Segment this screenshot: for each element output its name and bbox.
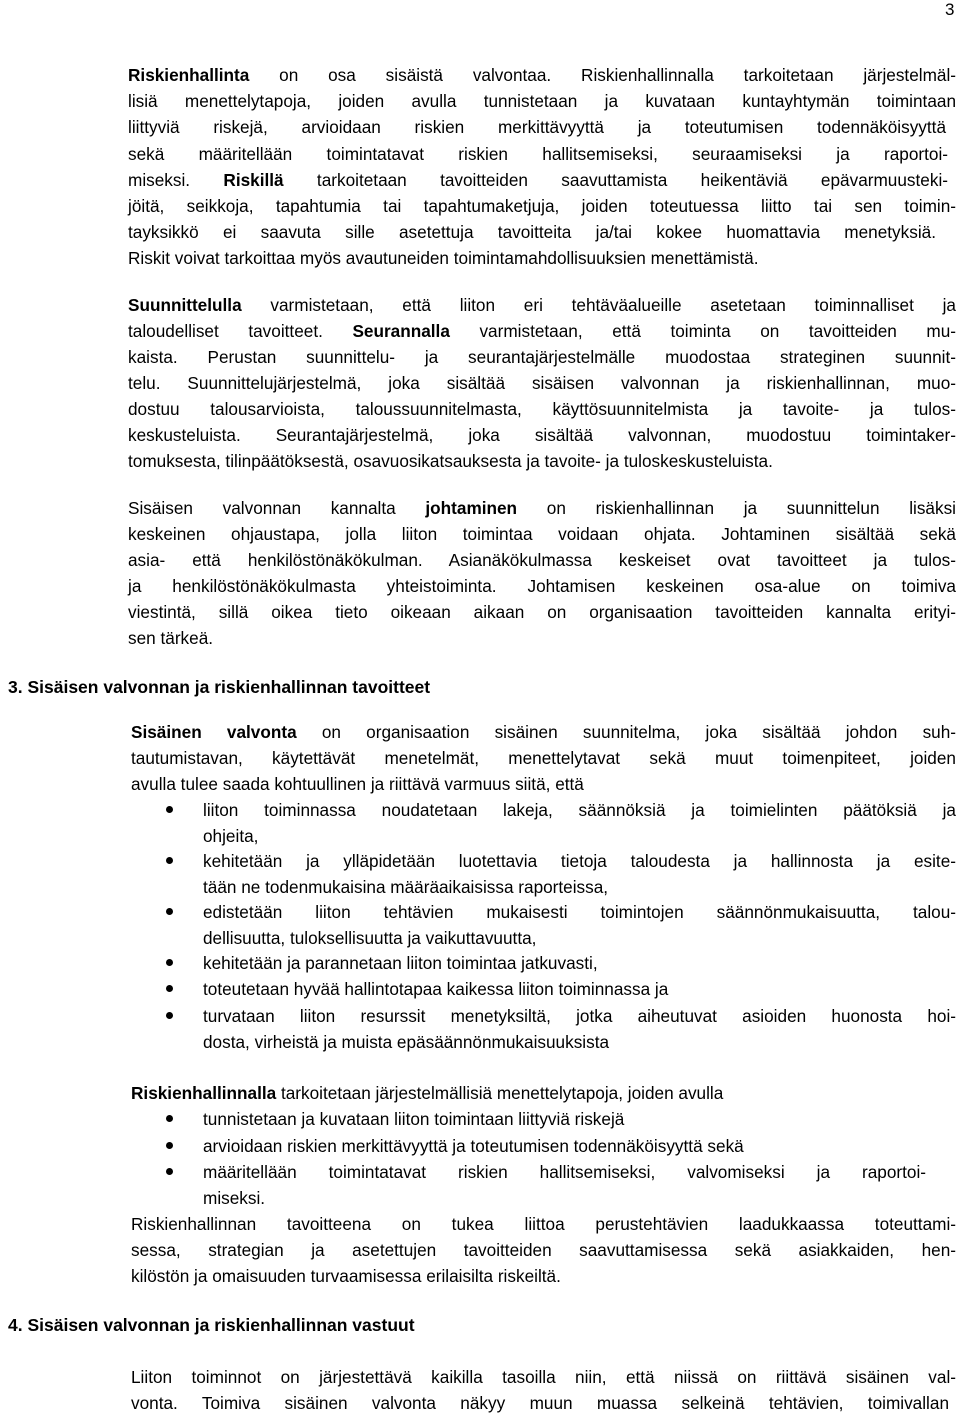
text-line: ja henkilöstönäkökulmasta yhteistoiminta. Johtamisen keskeinen osa-alue on toimiva <box>128 576 956 596</box>
list-item: turvataan liiton resurssit menetyksiltä, jotka aiheutuvat asioiden huonosta hoi- <box>203 1006 956 1026</box>
bullet-icon <box>166 1115 173 1122</box>
section-heading-4: 4. Sisäisen valvonnan ja riskienhallinnan vastuut <box>8 1315 415 1335</box>
list-item-continuation: miseksi. <box>203 1188 266 1208</box>
text-line: avulla tulee saada kohtuullinen ja riittävä varmuus siitä, että <box>131 774 584 794</box>
bullet-icon <box>166 1168 173 1175</box>
bold-term: Sisäinen valvonta <box>131 722 297 742</box>
text-line: viestintä, sillä oikea tieto oikeaan aikaan on organisaation tavoitteiden kannalta erityi- <box>128 602 956 622</box>
text-line: sessa, strategian ja asetettujen tavoitteiden saavuttamisessa sekä asiakkaiden, hen- <box>131 1240 956 1260</box>
bullet-icon <box>166 857 173 864</box>
list-item: määritellään toimintatavat riskien hallitsemiseksi, valvomiseksi ja raportoi- <box>203 1162 926 1182</box>
bold-term: Seurannalla <box>352 321 450 341</box>
text-line: vonta. Toimiva sisäinen valvonta näkyy muun muassa selkeinä tehtävien, toimivallan <box>131 1393 949 1413</box>
bullet-icon <box>166 985 173 992</box>
bullet-icon <box>166 959 173 966</box>
text-line: tayksikkö ei saavuta sille asetettuja tavoitteita ja/tai kokee huomattavia menetyksiä. <box>128 222 936 242</box>
bullet-icon <box>166 908 173 915</box>
list-item-continuation: tään ne todenmukaisina määräaikaisissa raporteissa, <box>203 877 609 897</box>
text-line: keskeinen ohjaustapa, jolla liiton toimintaa voidaan ohjata. Johtaminen sisältää sekä <box>128 524 956 544</box>
text-line: tautumistavan, käytettävät menetelmät, menettelytavat sekä muut toimenpiteet, joiden <box>131 748 956 768</box>
bullet-icon <box>166 1142 173 1149</box>
text-line: telu. Suunnittelujärjestelmä, joka sisältää sisäisen valvonnan ja riskienhallinnan, muo- <box>128 373 956 393</box>
list-item: liiton toiminnassa noudatetaan lakeja, säännöksiä ja toimielinten päätöksiä ja <box>203 800 956 820</box>
text-line: lisiä menettelytapoja, joiden avulla tunnistetaan ja kuvataan kuntayhtymän toimintaan <box>128 91 956 111</box>
text-line: kilöstön ja omaisuuden turvaamisessa erilaisilta riskeiltä. <box>131 1266 561 1286</box>
bold-term: johtaminen <box>425 498 518 518</box>
text-line: sen tärkeä. <box>128 628 214 648</box>
text-line: Riskienhallinnan tavoitteena on tukea liittoa perustehtävien laadukkaassa toteuttami- <box>131 1214 956 1234</box>
bold-term: Riskienhallinnalla <box>131 1083 277 1103</box>
text-line: kaista. Perustan suunnittelu- ja seurantajärjestelmälle muodostaa strateginen suunnit- <box>128 347 956 367</box>
text-line: jöitä, seikkoja, tapahtumia tai tapahtumaketjuja, joiden toteutuessa liitto tai sen toimin- <box>128 196 956 216</box>
text-line: sekä määritellään toimintatavat riskien hallitsemiseksi, seuraamiseksi ja raportoi- <box>128 144 948 164</box>
text-line: liittyviä riskejä, arvioidaan riskien merkittävyyttä ja toteutumisen todennäköisyyttä <box>128 117 946 137</box>
paragraph-risk-management-intro: Riskienhallinnalla tarkoitetaan järjestelmällisiä menettelytapoja, joiden avulla <box>131 1083 724 1103</box>
list-item: toteutetaan hyvää hallintotapaa kaikessa liiton toiminnassa ja <box>203 979 669 999</box>
text-line: Liiton toiminnot on järjestettävä kaikilla tasoilla niin, että niissä on riittävä sisäinen val- <box>131 1367 956 1387</box>
list-item: tunnistetaan ja kuvataan liiton toimintaan liittyviä riskejä <box>203 1109 625 1129</box>
list-item-continuation: dosta, virheistä ja muista epäsäännönmukaisuuksista <box>203 1032 610 1052</box>
list-item: kehitetään ja ylläpidetään luotettavia tietoja taloudesta ja hallinnosta ja esite- <box>203 851 956 871</box>
list-item: kehitetään ja parannetaan liiton toimintaa jatkuvasti, <box>203 953 598 973</box>
bullet-icon <box>166 806 173 813</box>
text-line: Sisäisen valvonnan kannalta johtaminen on riskienhallinnan ja suunnittelun lisäksi <box>128 498 956 518</box>
text-line: keskusteluista. Seurantajärjestelmä, joka sisältää valvonnan, muodostuu toimintaker- <box>128 425 956 445</box>
list-item: edistetään liiton tehtävien mukaisesti toimintojen säännönmukaisuutta, talou- <box>203 902 956 922</box>
bullet-icon <box>166 1012 173 1019</box>
text-line: taloudelliset tavoitteet. Seurannalla varmistetaan, että toiminta on tavoitteiden mu- <box>128 321 956 341</box>
list-item-continuation: ohjeita, <box>203 826 259 846</box>
bold-term: Riskienhallinta <box>128 65 250 85</box>
list-item: arvioidaan riskien merkittävyyttä ja toteutumisen todennäköisyyttä sekä <box>203 1136 744 1156</box>
text-line: Riskienhallinta on osa sisäistä valvontaa. Riskienhallinnalla tarkoitetaan järjestelmäl- <box>128 65 956 85</box>
text-line: Suunnittelulla varmistetaan, että liiton eri tehtäväalueille asetetaan toiminnalliset ja <box>128 295 956 315</box>
list-item-continuation: dellisuutta, tuloksellisuutta ja vaikuttavuutta, <box>203 928 537 948</box>
bold-term: Suunnittelulla <box>128 295 242 315</box>
text-line: tomuksesta, tilinpäätöksestä, osavuosikatsauksesta ja tavoite- ja tuloskeskusteluista. <box>128 451 773 471</box>
section-heading-3: 3. Sisäisen valvonnan ja riskienhallinnan tavoitteet <box>8 677 431 697</box>
text-line: dostuu talousarvioista, taloussuunnitelmasta, käyttösuunnitelmista ja tavoite- ja tulos- <box>128 399 956 419</box>
page-number: 3 <box>945 0 955 19</box>
text-line: Riskit voivat tarkoittaa myös avautuneiden toimintamahdollisuuksien menettämistä. <box>128 248 759 268</box>
text-line: asia- että henkilöstönäkökulman. Asianäkökulmassa keskeiset ovat tavoitteet ja tulos- <box>128 550 956 570</box>
text-line: miseksi. Riskillä tarkoitetaan tavoitteiden saavuttamista heikentäviä epävarmuusteki- <box>128 170 948 190</box>
text-line: Sisäinen valvonta on organisaation sisäinen suunnitelma, joka sisältää johdon suh- <box>131 722 956 742</box>
bold-term: Riskillä <box>223 170 284 190</box>
